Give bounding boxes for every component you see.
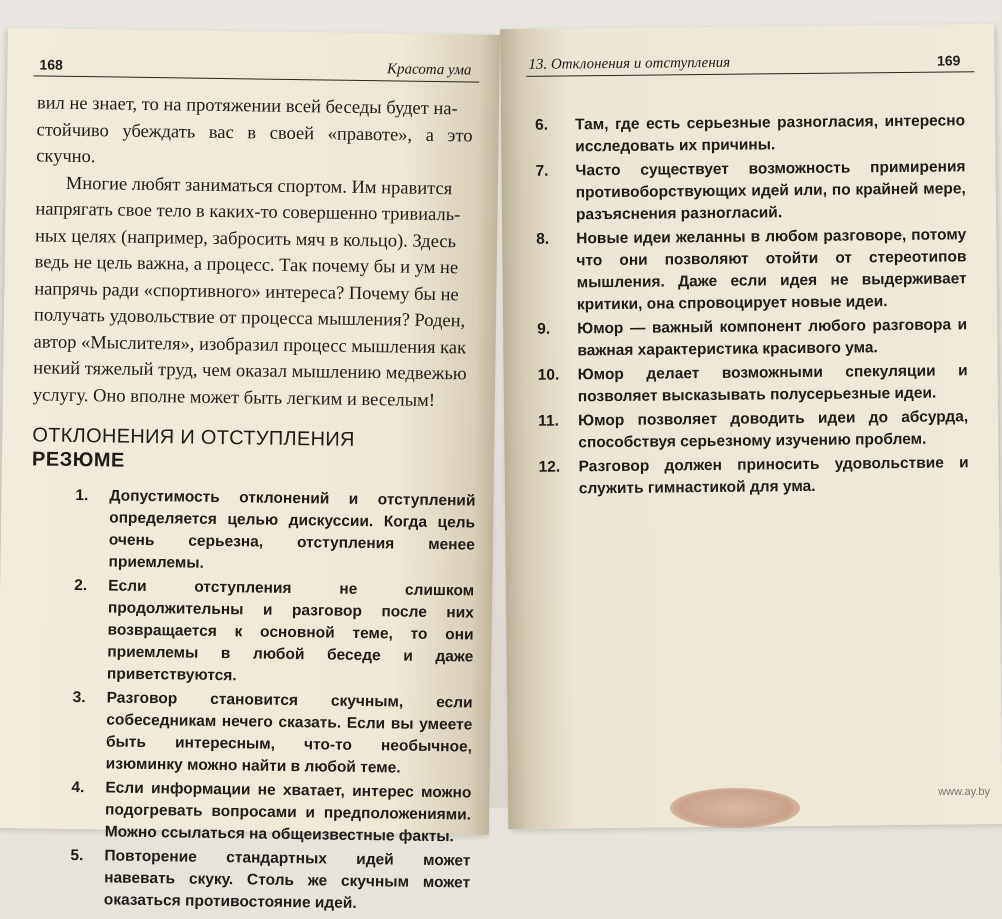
item-number: 12. <box>538 458 561 476</box>
left-running-title: Красота ума <box>386 61 472 79</box>
left-page-number: 168 <box>39 56 63 73</box>
item-text: Повторение стандартных идей может навевать скуку. Столь же скучным может оказаться противостояние идей. <box>103 847 471 912</box>
summary-item <box>538 360 968 409</box>
summary-item <box>74 485 475 579</box>
summary-item <box>70 845 471 917</box>
item-number: 1. <box>75 486 89 505</box>
item-text: Юмор позволяет доводить идеи до абсурда, способствуя серьезному изучению проблем. <box>578 408 969 452</box>
item-text: Юмор — важный компонент любого разговора и важная характеристика красивого ума. <box>577 316 968 360</box>
body-line: ных целях (например, забросить мяч в кольцо). Здесь <box>34 225 457 252</box>
summary-item <box>71 777 472 849</box>
summary-item <box>535 156 966 226</box>
item-text: Допустимость отклонений и отступлений определяется целью дискуссии. Когда цель очень серьезна, отступления менее приемлемы. <box>108 487 476 572</box>
resume-title: РЕЗЮМЕ <box>31 448 125 472</box>
section-title: ОТКЛОНЕНИЯ И ОТСТУПЛЕНИЯ <box>32 424 355 451</box>
left-running-head <box>33 52 479 82</box>
item-number: 6. <box>534 116 549 134</box>
item-number: 7. <box>535 162 549 180</box>
body-line: напрячь ради «спортивного» интереса? Почему бы не <box>34 278 459 305</box>
body-line: некий тяжелый труд, чем оказал мышлению медвежью <box>33 358 467 385</box>
body-line: услугу. Оно вполне может быть легким и веселым! <box>32 384 436 411</box>
summary-item <box>537 314 967 363</box>
item-number: 9. <box>537 320 551 338</box>
item-text: Разговор должен приносить удовольствие и служить гимнастикой для ума. <box>578 454 969 498</box>
item-text: Там, где есть серьезные разногласия, интересно исследовать их причины. <box>574 112 966 156</box>
left-summary-list <box>70 485 476 919</box>
right-running-title: 13. Отклонения и отступления <box>528 54 731 73</box>
summary-item <box>538 406 968 455</box>
left-page <box>0 28 500 912</box>
item-text: Разговор становится скучным, если собеседникам нечего сказать. Если вы умеете быть интересным, что-то необычное, изюминку можно найти в любой теме. <box>105 689 473 777</box>
item-text: Если информации не хватает, интерес можно подогревать вопросами и предположениями. Можно ссылаться на общеизвестные факты. <box>104 779 472 846</box>
summary-item <box>72 687 473 781</box>
body-line: вил не знает, то на протяжении всей беседы будет на- <box>36 93 458 120</box>
right-page <box>500 24 1002 829</box>
item-number: 2. <box>74 576 88 595</box>
item-text: Если отступления не слишком продолжительны и разговор после них возвращается к основной теме, то они приемлемы в любой беседе и даже приветствуются. <box>106 577 475 685</box>
right-summary-list <box>535 110 969 502</box>
summary-item <box>535 110 965 159</box>
item-text: Часто существует возможность примирения противоборствующих идей или, по крайней мере, разъяснения разногласий. <box>575 158 966 224</box>
summary-item <box>539 452 969 501</box>
item-number: 5. <box>70 846 84 865</box>
right-page-number: 169 <box>936 52 961 69</box>
finger-edge <box>670 788 800 828</box>
item-number: 3. <box>72 688 86 707</box>
item-number: 11. <box>538 412 559 430</box>
body-line: получать удовольствие от процесса мышления? Роден, <box>33 305 466 332</box>
body-line: Многие любят заниматься спортом. Им нравится <box>65 173 453 199</box>
item-text: Юмор делает возможными спекуляции и позволяет высказывать полусерьезные идеи. <box>577 362 968 406</box>
right-running-head <box>526 48 974 77</box>
item-number: 8. <box>536 230 550 248</box>
item-text: Новые идеи желанны в любом разговоре, потому что они позволяют отойти от стереотипов мышления. Даже если идея не выдерживает критики, она спровоцирует новые идеи. <box>576 226 967 314</box>
summary-item <box>73 575 474 691</box>
item-number: 4. <box>71 778 85 797</box>
left-body-text <box>33 90 473 414</box>
body-line: напрягать свое тело в каких-то совершенно тривиаль- <box>35 199 461 226</box>
item-number: 10. <box>537 366 560 384</box>
watermark: www.ay.by <box>938 786 990 798</box>
body-line: стойчиво убеждать вас в своей «правоте», а это скучно. <box>36 119 473 168</box>
body-line: ведь не цель важна, а процесс. Так почему бы и ум не <box>34 252 459 279</box>
body-line: автор «Мыслителя», изобразил процесс мышления как <box>33 331 467 358</box>
summary-item <box>536 224 967 316</box>
